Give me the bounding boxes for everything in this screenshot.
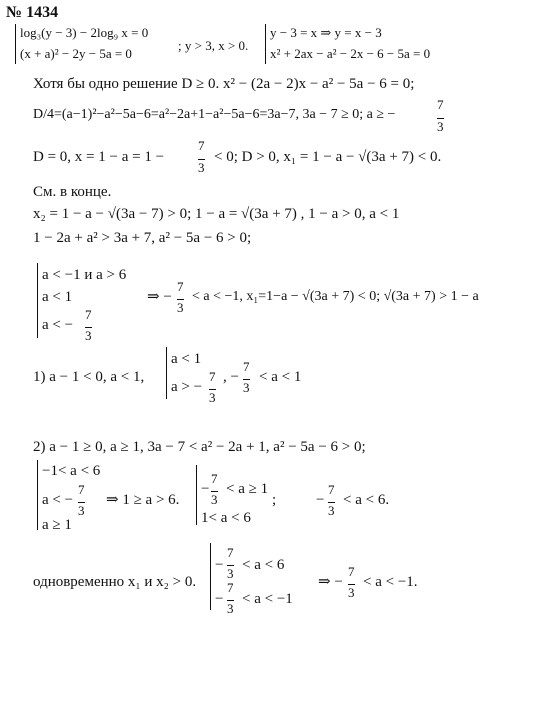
- text-line: 1) a − 1 < 0, a < 1,: [33, 369, 145, 385]
- text-line: 2) a − 1 ≥ 0, a ≥ 1, 3a − 7 < a² − 2a + 1, a² − 5a − 6 > 0;: [33, 439, 366, 455]
- fraction-numerator: 7: [198, 138, 205, 153]
- text-line: , −: [223, 369, 239, 385]
- condition-line: a < −1 и a > 6: [42, 267, 127, 283]
- system-brace: [166, 347, 167, 399]
- system-brace: [196, 465, 197, 525]
- problem-number: № 1434: [6, 4, 59, 21]
- fraction-numerator: 7: [227, 580, 234, 595]
- fraction-numerator: 7: [211, 471, 218, 486]
- text-line: одновременно x₁ и x₂ > 0.: [33, 574, 197, 590]
- domain-condition: ; y > 3, x > 0.: [178, 38, 249, 53]
- equation-square: (x + a)² − 2y − 5a = 0: [20, 46, 132, 61]
- condition-line: a > −: [171, 379, 203, 395]
- equation-quadratic: x² + 2ax − a² − 2x − 6 − 5a = 0: [270, 46, 431, 61]
- condition-line: a < −: [42, 317, 74, 333]
- result-line: < a < 6.: [343, 492, 390, 508]
- fraction-numerator: 7: [437, 97, 444, 112]
- fraction-numerator: 7: [78, 482, 85, 497]
- text-line: 1 − 2a + a² > 3a + 7, a² − 5a − 6 > 0;: [33, 230, 252, 246]
- condition-line: < a ≥ 1: [226, 481, 269, 497]
- fraction-numerator: 7: [177, 279, 184, 294]
- fraction-denominator: 3: [348, 585, 355, 600]
- fraction-denominator: 3: [328, 503, 335, 518]
- text-line: < a < 1: [259, 369, 302, 385]
- text-line: См. в конце.: [33, 184, 112, 200]
- system-brace: [265, 24, 266, 64]
- condition-line: < a < 6: [242, 557, 285, 573]
- text-line: D = 0, x = 1 − a = 1 −: [33, 149, 165, 165]
- fraction-numerator: 7: [348, 564, 355, 579]
- implies-line: ⇒ −: [318, 574, 343, 590]
- fraction-denominator: 3: [177, 300, 184, 315]
- fraction-denominator: 3: [209, 390, 216, 405]
- fraction-denominator: 3: [211, 492, 218, 507]
- implies-line: ⇒ 1 ≥ a > 6.: [106, 492, 180, 508]
- system-brace: [37, 263, 38, 338]
- implies-line: ⇒ −: [147, 289, 172, 305]
- fraction-denominator: 3: [198, 160, 205, 175]
- equation-log: log₃(y − 3) − 2log₉ x = 0: [20, 25, 149, 40]
- fraction-denominator: 3: [78, 503, 85, 518]
- condition-line: −: [201, 481, 210, 497]
- text-line: x₂ = 1 − a − √(3a − 7) > 0; 1 − a = √(3a + 7) , 1 − a > 0, a < 1: [33, 206, 400, 222]
- text-line: < a < −1, x₁=1−a − √(3a + 7) < 0; √(3a + 7) > 1 − a: [192, 289, 479, 304]
- condition-line: −: [215, 591, 224, 607]
- fraction-denominator: 3: [243, 380, 250, 395]
- system-brace: [15, 24, 16, 64]
- equation-y: y − 3 = x ⇒ y = x − 3: [270, 25, 382, 40]
- text-line: Хотя бы одно решение D ≥ 0. x² − (2a − 2)x − a² − 5a − 6 = 0;: [33, 76, 415, 92]
- system-brace: [37, 460, 38, 530]
- fraction-denominator: 3: [85, 328, 92, 343]
- condition-line: −1< a < 6: [42, 463, 101, 479]
- fraction-denominator: 3: [227, 566, 234, 581]
- fraction-denominator: 3: [437, 119, 444, 134]
- condition-line: a < −: [42, 492, 74, 508]
- condition-line: a ≥ 1: [42, 517, 72, 533]
- fraction-numerator: 7: [227, 545, 234, 560]
- discriminant-line: D/4=(a−1)²−a²−5a−6=a²−2a+1−a²−5a−6=3a−7, 3a − 7 ≥ 0; a ≥ −: [33, 107, 396, 122]
- fraction-numerator: 7: [209, 369, 216, 384]
- condition-line: −: [215, 557, 224, 573]
- condition-line: a < 1: [171, 351, 202, 367]
- fraction-numerator: 7: [328, 482, 335, 497]
- condition-line: 1< a < 6: [201, 510, 251, 526]
- text-line: < 0; D > 0, x₁ = 1 − a − √(3a + 7) < 0.: [214, 149, 442, 165]
- fraction-numerator: 7: [243, 359, 250, 374]
- system-brace: [210, 543, 211, 610]
- condition-line: < a < −1: [242, 591, 293, 607]
- fraction-denominator: 3: [227, 601, 234, 616]
- result-line: < a < −1.: [363, 574, 418, 590]
- fraction-numerator: 7: [85, 307, 92, 322]
- separator: ;: [272, 492, 277, 508]
- condition-line: a < 1: [42, 289, 73, 305]
- result-line: −: [316, 492, 325, 508]
